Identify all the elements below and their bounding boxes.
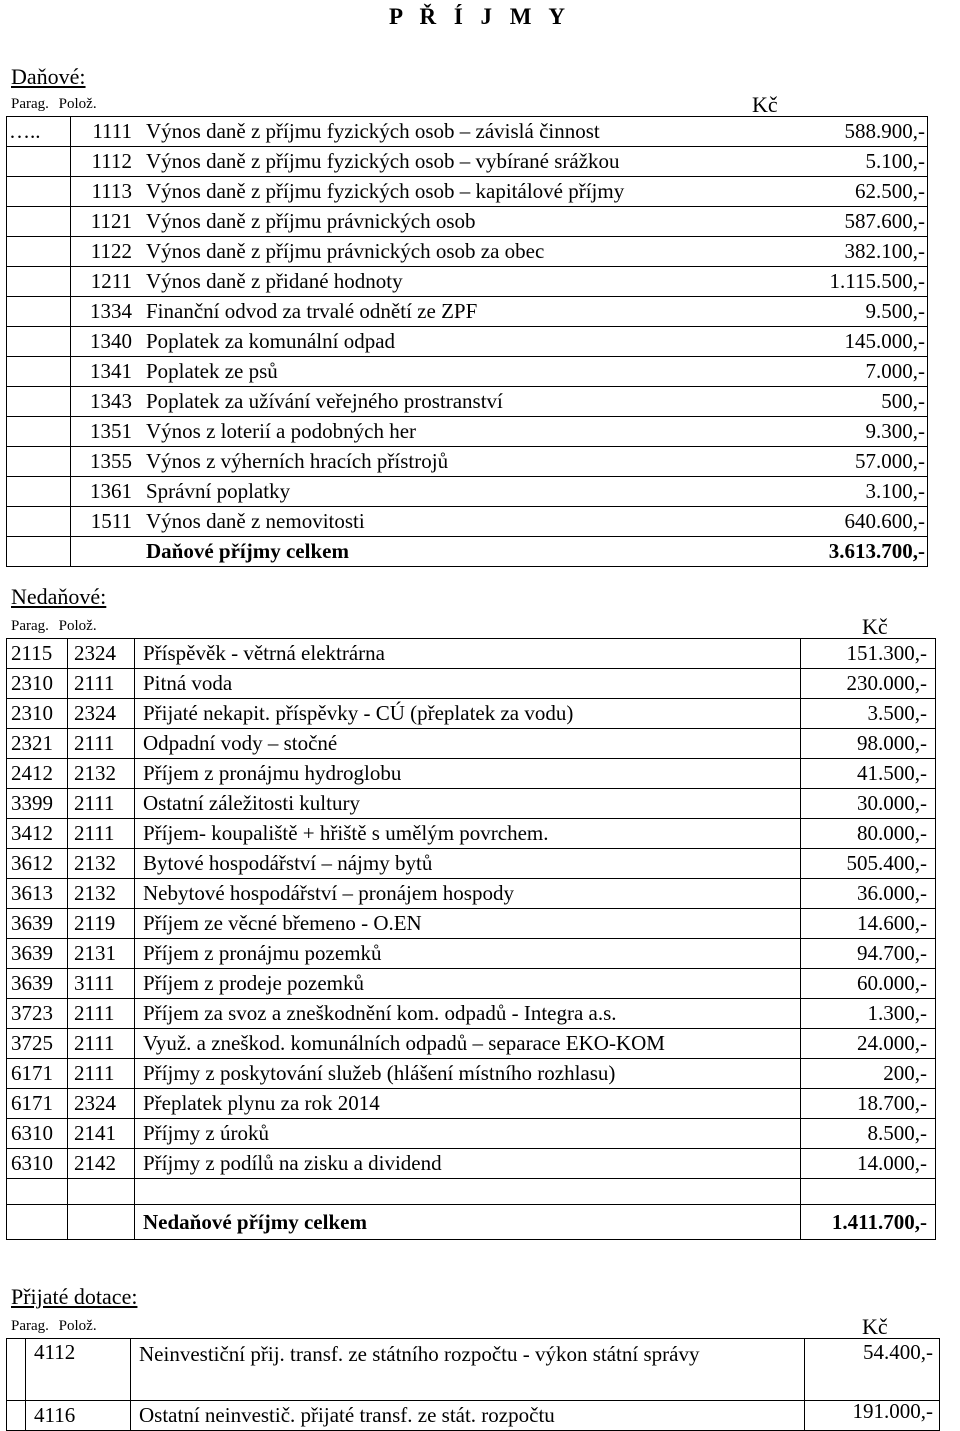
description-cell: Pitná voda <box>135 669 801 699</box>
amount-cell: 230.000,- <box>801 669 936 699</box>
table-row <box>7 237 928 267</box>
parag-cell <box>7 417 71 447</box>
table-row <box>7 1059 936 1089</box>
parag-cell <box>7 477 71 507</box>
parag-cell: 6310 <box>7 1149 68 1179</box>
empty-cell <box>135 1179 801 1205</box>
poloz-cell: 2132 <box>68 879 135 909</box>
total-label: Daňové příjmy celkem <box>138 537 803 567</box>
poloz-cell: 1112 <box>71 147 139 177</box>
description-cell: Příspěvěk - větrná elektrárna <box>135 639 801 669</box>
parag-cell: 2321 <box>7 729 68 759</box>
amount-cell: 57.000,- <box>803 447 928 477</box>
description-cell: Výnos daně z příjmu fyzických osob – závislá činnost <box>138 117 803 147</box>
parag-cell <box>7 447 71 477</box>
parag-cell <box>7 177 71 207</box>
parag-cell <box>7 297 71 327</box>
poloz-cell: 2111 <box>68 729 135 759</box>
amount-cell: 54.400,- <box>805 1339 940 1401</box>
description-cell: Správní poplatky <box>138 477 803 507</box>
section-heading-grants: Přijaté dotace: <box>11 1284 138 1309</box>
poloz-cell: 1211 <box>71 267 139 297</box>
description-cell: Příjem- koupaliště + hřiště s umělým povrchem. <box>135 819 801 849</box>
amount-cell: 14.600,- <box>801 909 936 939</box>
column-header-parag: Parag. <box>11 618 49 634</box>
total-amount: 3.613.700,- <box>803 537 928 567</box>
description-cell: Výnos daně z příjmu fyzických osob – vybírané srážkou <box>138 147 803 177</box>
table-row <box>7 879 936 909</box>
column-header-row <box>11 618 97 635</box>
poloz-cell: 1361 <box>71 477 139 507</box>
poloz-cell: 1343 <box>71 387 139 417</box>
table-row <box>7 729 936 759</box>
column-header-kc: Kč <box>752 92 778 117</box>
poloz-cell: 2131 <box>68 939 135 969</box>
poloz-cell: 2141 <box>68 1119 135 1149</box>
parag-cell: 3613 <box>7 879 68 909</box>
poloz-cell: 1334 <box>71 297 139 327</box>
table-row <box>7 387 928 417</box>
table-row <box>7 447 928 477</box>
amount-cell: 505.400,- <box>801 849 936 879</box>
description-cell <box>131 1401 805 1431</box>
description-cell: Výnos daně z nemovitosti <box>138 507 803 537</box>
description-cell: Finanční odvod za trvalé odnětí ze ZPF <box>138 297 803 327</box>
parag-cell <box>7 507 71 537</box>
tax-income-table <box>6 116 928 567</box>
table-row <box>7 1339 940 1401</box>
description-cell: Příjmy z úroků <box>135 1119 801 1149</box>
description-cell: Příjem ze věcné břemeno - O.EN <box>135 909 801 939</box>
description-cell: Poplatek za užívání veřejného prostranství <box>138 387 803 417</box>
amount-cell: 80.000,- <box>801 819 936 849</box>
table-row <box>7 639 936 669</box>
amount-cell: 5.100,- <box>803 147 928 177</box>
parag-cell: 3399 <box>7 789 68 819</box>
poloz-cell: 2324 <box>68 639 135 669</box>
parag-cell <box>7 1339 26 1401</box>
amount-cell: 30.000,- <box>801 789 936 819</box>
description-cell: Výnos daně z příjmu právnických osob za obec <box>138 237 803 267</box>
description-cell: Příjmy z poskytování služeb (hlášení místního rozhlasu) <box>135 1059 801 1089</box>
poloz-cell: 1121 <box>71 207 139 237</box>
poloz-cell: 2324 <box>68 699 135 729</box>
poloz-cell: 2111 <box>68 1059 135 1089</box>
column-header-poloz: Polož. <box>58 618 97 634</box>
table-row <box>7 1119 936 1149</box>
parag-cell <box>7 537 71 567</box>
poloz-cell <box>71 537 139 567</box>
parag-cell: 2412 <box>7 759 68 789</box>
section-heading-tax: Daňové: <box>11 64 86 89</box>
poloz-cell <box>68 1205 135 1240</box>
nontax-income-table <box>6 638 936 1240</box>
description-text: Ostatní neinvestič. přijaté transf. ze stát. rozpočtu <box>139 1403 555 1428</box>
table-row <box>7 669 936 699</box>
description-cell: Odpadní vody – stočné <box>135 729 801 759</box>
table-row <box>7 147 928 177</box>
table-row <box>7 849 936 879</box>
parag-cell: 3639 <box>7 969 68 999</box>
poloz-cell: 4112 <box>26 1339 131 1401</box>
column-header-parag: Parag. <box>11 96 49 112</box>
description-cell: Příjem za svoz a zneškodnění kom. odpadů - Integra a.s. <box>135 999 801 1029</box>
poloz-cell: 2132 <box>68 849 135 879</box>
column-header-row <box>11 96 97 113</box>
parag-cell <box>7 1205 68 1240</box>
empty-cell <box>7 1179 68 1205</box>
table-row <box>7 177 928 207</box>
table-row <box>7 969 936 999</box>
parag-cell <box>7 1401 26 1431</box>
column-header-kc: Kč <box>862 1314 888 1339</box>
description-cell: Nebytové hospodářství – pronájem hospody <box>135 879 801 909</box>
amount-cell: 200,- <box>801 1059 936 1089</box>
description-text: Neinvestiční přij. transf. ze státního rozpočtu - výkon státní správy <box>139 1342 700 1366</box>
amount-cell: 587.600,- <box>803 207 928 237</box>
parag-cell: 3723 <box>7 999 68 1029</box>
parag-cell: 3725 <box>7 1029 68 1059</box>
amount-cell: 588.900,- <box>803 117 928 147</box>
empty-cell <box>68 1179 135 1205</box>
description-cell: Přeplatek plynu za rok 2014 <box>135 1089 801 1119</box>
poloz-cell: 2119 <box>68 909 135 939</box>
parag-cell: 3639 <box>7 939 68 969</box>
parag-cell <box>7 207 71 237</box>
parag-cell <box>7 327 71 357</box>
poloz-cell: 1113 <box>71 177 139 207</box>
amount-cell: 9.500,- <box>803 297 928 327</box>
amount-cell: 94.700,- <box>801 939 936 969</box>
parag-cell <box>7 387 71 417</box>
poloz-cell: 1122 <box>71 237 139 267</box>
poloz-cell: 1355 <box>71 447 139 477</box>
poloz-cell: 2111 <box>68 819 135 849</box>
empty-cell <box>801 1179 936 1205</box>
column-header-poloz: Polož. <box>58 1318 97 1334</box>
table-row <box>7 1149 936 1179</box>
description-cell <box>131 1339 805 1401</box>
parag-cell: 3639 <box>7 909 68 939</box>
amount-cell: 60.000,- <box>801 969 936 999</box>
table-row <box>7 207 928 237</box>
parag-cell: 3612 <box>7 849 68 879</box>
parag-cell: 6171 <box>7 1059 68 1089</box>
amount-cell: 9.300,- <box>803 417 928 447</box>
table-row <box>7 357 928 387</box>
description-cell: Poplatek ze psů <box>138 357 803 387</box>
amount-cell: 41.500,- <box>801 759 936 789</box>
description-cell: Příjem z pronájmu pozemků <box>135 939 801 969</box>
amount-cell: 62.500,- <box>803 177 928 207</box>
amount-cell: 14.000,- <box>801 1149 936 1179</box>
grants-table <box>6 1338 940 1431</box>
description-cell: Výnos daně z příjmu právnických osob <box>138 207 803 237</box>
table-row <box>7 327 928 357</box>
amount-cell: 191.000,- <box>805 1401 940 1431</box>
parag-cell <box>7 237 71 267</box>
parag-cell: ….. <box>7 117 71 147</box>
poloz-cell: 1511 <box>71 507 139 537</box>
table-row <box>7 759 936 789</box>
description-cell: Výnos z loterií a podobných her <box>138 417 803 447</box>
table-row <box>7 699 936 729</box>
description-cell: Ostatní záležitosti kultury <box>135 789 801 819</box>
table-row <box>7 939 936 969</box>
poloz-cell: 1111 <box>71 117 139 147</box>
total-label: Nedaňové příjmy celkem <box>135 1205 801 1240</box>
description-cell: Příjem z prodeje pozemků <box>135 969 801 999</box>
poloz-cell: 2324 <box>68 1089 135 1119</box>
amount-cell: 7.000,- <box>803 357 928 387</box>
amount-cell: 3.500,- <box>801 699 936 729</box>
poloz-cell: 1340 <box>71 327 139 357</box>
amount-cell: 98.000,- <box>801 729 936 759</box>
poloz-cell: 2111 <box>68 999 135 1029</box>
parag-cell: 3412 <box>7 819 68 849</box>
description-cell: Příjem z pronájmu hydroglobu <box>135 759 801 789</box>
description-cell: Výnos daně z přidané hodnoty <box>138 267 803 297</box>
poloz-cell: 2132 <box>68 759 135 789</box>
table-row <box>7 1401 940 1431</box>
table-row <box>7 819 936 849</box>
poloz-cell: 2142 <box>68 1149 135 1179</box>
parag-cell: 2310 <box>7 699 68 729</box>
amount-cell: 1.300,- <box>801 999 936 1029</box>
description-cell: Příjmy z podílů na zisku a dividend <box>135 1149 801 1179</box>
column-header-poloz: Polož. <box>58 96 97 112</box>
table-row <box>7 477 928 507</box>
description-cell: Výnos daně z příjmu fyzických osob – kapitálové příjmy <box>138 177 803 207</box>
table-row <box>7 1029 936 1059</box>
table-row <box>7 789 936 819</box>
amount-cell: 500,- <box>803 387 928 417</box>
parag-cell: 2115 <box>7 639 68 669</box>
parag-cell <box>7 147 71 177</box>
parag-cell: 2310 <box>7 669 68 699</box>
description-cell: Bytové hospodářství – nájmy bytů <box>135 849 801 879</box>
poloz-cell: 1341 <box>71 357 139 387</box>
poloz-cell: 2111 <box>68 1029 135 1059</box>
amount-cell: 8.500,- <box>801 1119 936 1149</box>
parag-cell <box>7 267 71 297</box>
poloz-cell: 3111 <box>68 969 135 999</box>
description-cell: Poplatek za komunální odpad <box>138 327 803 357</box>
amount-cell: 640.600,- <box>803 507 928 537</box>
table-row <box>7 297 928 327</box>
table-row <box>7 417 928 447</box>
amount-cell: 1.115.500,- <box>803 267 928 297</box>
table-row <box>7 117 928 147</box>
amount-cell: 24.000,- <box>801 1029 936 1059</box>
table-row <box>7 1089 936 1119</box>
description-cell: Přijaté nekapit. příspěvky - CÚ (přeplatek za vodu) <box>135 699 801 729</box>
poloz-cell: 1351 <box>71 417 139 447</box>
table-row <box>7 999 936 1029</box>
parag-cell: 6171 <box>7 1089 68 1119</box>
table-row <box>7 267 928 297</box>
description-cell: Využ. a zneškod. komunálních odpadů – separace EKO-KOM <box>135 1029 801 1059</box>
section-heading-nontax: Nedaňové: <box>11 584 107 609</box>
poloz-cell: 2111 <box>68 669 135 699</box>
poloz-cell: 4116 <box>26 1401 131 1431</box>
description-cell: Výnos z výherních hracích přístrojů <box>138 447 803 477</box>
amount-cell: 145.000,- <box>803 327 928 357</box>
total-row <box>7 537 928 567</box>
poloz-cell: 2111 <box>68 789 135 819</box>
parag-cell: 6310 <box>7 1119 68 1149</box>
column-header-kc: Kč <box>862 614 888 639</box>
column-header-row <box>11 1318 97 1335</box>
total-amount: 1.411.700,- <box>801 1205 936 1240</box>
total-row <box>7 1205 936 1240</box>
amount-cell: 18.700,- <box>801 1089 936 1119</box>
page-title: P Ř Í J M Y <box>388 4 572 29</box>
table-row <box>7 909 936 939</box>
table-row <box>7 507 928 537</box>
amount-cell: 36.000,- <box>801 879 936 909</box>
amount-cell: 3.100,- <box>803 477 928 507</box>
column-header-parag: Parag. <box>11 1318 49 1334</box>
amount-cell: 382.100,- <box>803 237 928 267</box>
amount-cell: 151.300,- <box>801 639 936 669</box>
blank-row <box>7 1179 936 1205</box>
parag-cell <box>7 357 71 387</box>
